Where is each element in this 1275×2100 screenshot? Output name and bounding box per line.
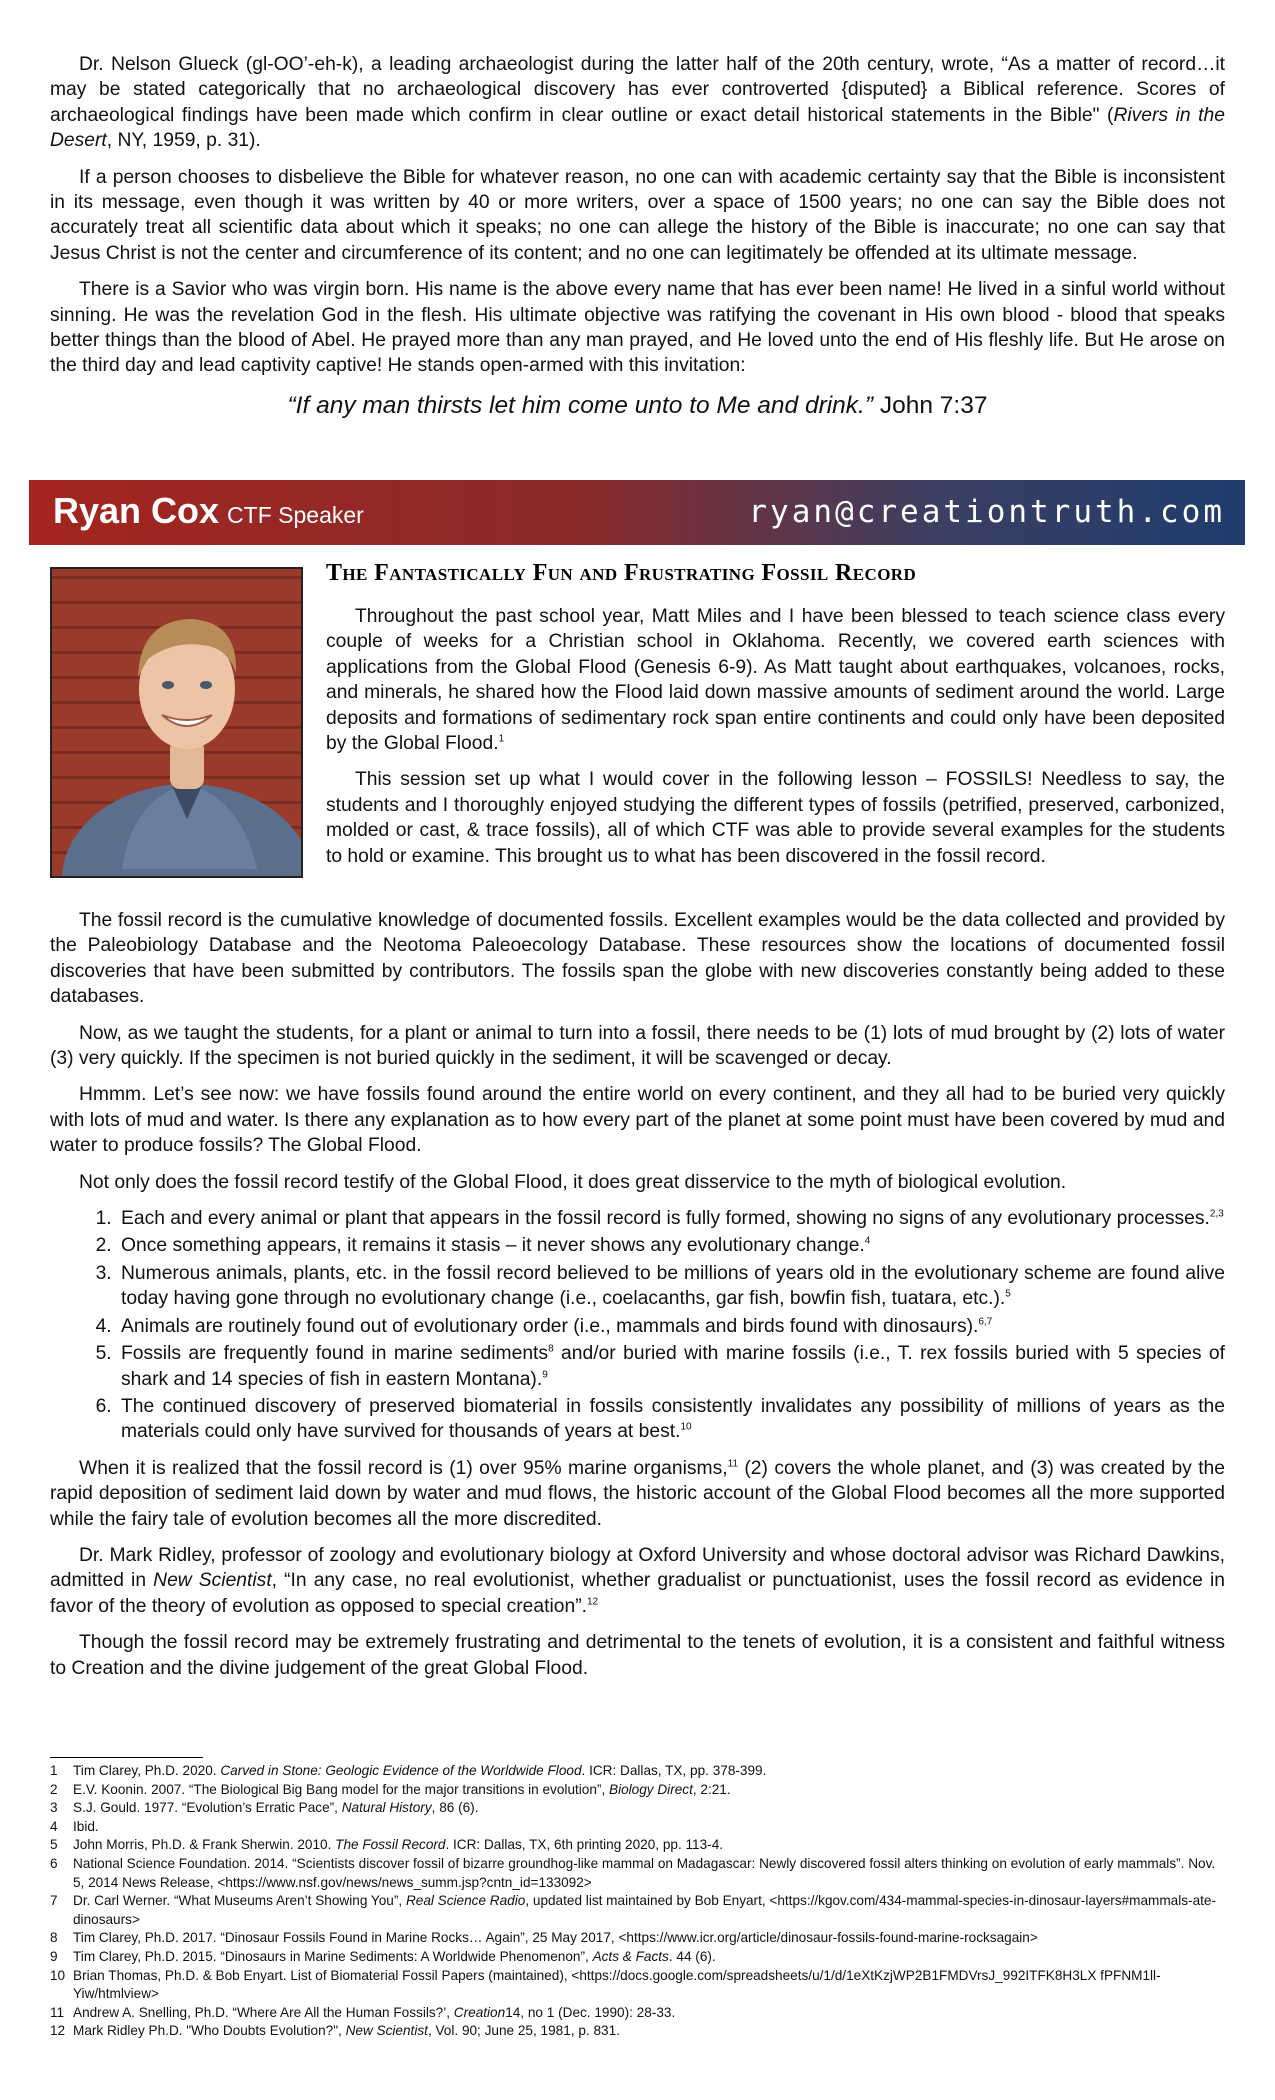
intro-p1-citation: , NY, 1959, p. 31).: [106, 130, 261, 152]
article-paragraph-4: Now, as we taught the students, for a plant or animal to turn into a fossil, there needs to be (1) lots of mud brought by (2) lots of water (3) very quickly. If the specimen is not buried quickly in the sediment, it will be scavenged or decay.: [50, 1022, 1225, 1070]
footnote-number: 3: [50, 1800, 58, 1816]
intro-p1-book-title: Rivers in the Desert: [50, 104, 1225, 152]
article-p8-text: Dr. Mark Ridley, professor of zoology and evolutionary biology at Oxford University and whose doctoral advisor was Richard Dawkins, admitted in: [50, 1544, 1225, 1592]
footnote-number: 4: [50, 1818, 58, 1834]
footnote-ref[interactable]: 12: [587, 1596, 599, 1608]
footnote-ref[interactable]: 11: [727, 1458, 739, 1470]
footnote-text: Brian Thomas, Ph.D. & Bob Enyart. List of Biomaterial Fossil Papers (maintained), <https://docs.google.com/spreadsheets/u/1/d/1eXtKzjWP2B1FMDVrsJ_992ITFK8H3LX fPFNM1ll-Yiw/htmlview>: [73, 1967, 1161, 2002]
footnote-text: National Science Foundation. 2014. “Scientists discover fossil of bizarre groundhog-like mammal on Madagascar: Newly discovered fossil alters thinking on evolution of early mammals”. Nov. 5, 2014 News Release, <https://www.nsf.gov/news/news_summ.jsp?cntn_id=133092>: [73, 1855, 1216, 1890]
footnote-ref[interactable]: 6,7: [978, 1316, 993, 1328]
footnote-number: 9: [50, 1948, 58, 1964]
footnote-number: 1: [50, 1763, 58, 1778]
list-item: [117, 1233, 1225, 1258]
article-paragraph-6: Not only does the fossil record testify of the Global Flood, it does great disservice to the myth of biological evolution.: [79, 1171, 1067, 1193]
speaker-name-block: [53, 490, 364, 532]
footnote-number: 10: [50, 1967, 66, 1983]
article-p1-text: Throughout the past school year, Matt Miles and I have been blessed to teach science class every couple of weeks for a Christian school in Oklahoma. Recently, we covered earth sciences with applications from the Global Flood (Genesis 6-9). As Matt taught about earthquakes, volcanoes, rocks, and minerals, he shared how the Flood laid down massive amounts of sediment around the world. Large deposits and formations of sedimentary rock span entire continents and could only have been deposited by the Global Flood.: [326, 606, 1225, 755]
article-paragraph-7: [50, 1456, 1225, 1532]
footnote-text: Tim Clarey, Ph.D. 2017. “Dinosaur Fossils Found in Marine Rocks… Again”, 25 May 2017, <https://www.icr.org/article/dinosaur-fossils-found-marine-rocksagain>: [73, 1930, 1038, 1946]
publication-name: New Scientist: [153, 1570, 272, 1592]
footnote: [50, 1855, 1225, 1892]
article-paragraph-3: The fossil record is the cumulative knowledge of documented fossils. Excellent examples would be the data collected and provided by the Paleobiology Database and the Neotoma Paleoecology Database. These resources show the locations of documented fossil discoveries that have been submitted by contributors. The fossils span the globe with new discoveries constantly being added to these databases.: [50, 910, 1225, 1008]
footnote-ref[interactable]: 10: [680, 1421, 692, 1433]
footnote: [50, 1799, 1225, 1818]
speaker-name: Ryan Cox: [53, 490, 220, 531]
intro-paragraph-bible: If a person chooses to disbelieve the Bible for whatever reason, no one can with academic certainty say that the Bible is inconsistent in its message, even though it was written by 40 or more writers, over a space of 1500 years; no one can say the Bible does not accurately treat all scientific data about which it speaks; no one can allege the history of the Bible is inaccurate; no one can say that Jesus Christ is not the center and circumference of its content; and no one can legitimately be offended at its ultimate message.: [50, 166, 1225, 264]
speaker-role: CTF Speaker: [227, 502, 364, 528]
footnote: [50, 1762, 1225, 1781]
footnote-text: Tim Clarey, Ph.D. 2020. Carved in Stone: Geologic Evidence of the Worldwide Flood. ICR: Dallas, TX, pp. 378-399.: [73, 1763, 767, 1778]
article-intro-column: [326, 604, 1225, 880]
quote-reference: John 7:37: [879, 391, 988, 419]
speaker-banner: [29, 480, 1245, 545]
list-item: [117, 1206, 1225, 1231]
article-body: [50, 908, 1225, 1692]
speaker-photo: [50, 567, 303, 878]
quote-text: “If any man thirsts let him come unto to Me and drink.”: [287, 391, 874, 419]
footnote: [50, 1781, 1225, 1800]
scripture-quote: [50, 390, 1225, 422]
footnote-number: 5: [50, 1837, 58, 1853]
footnote-ref[interactable]: 9: [542, 1369, 548, 1381]
footnote-text: E.V. Koonin. 2007. “The Biological Big Bang model for the major transitions in evolution”, Biology Direct, 2:21.: [73, 1781, 731, 1797]
list-item: [117, 1314, 1225, 1339]
footnote-number: 12: [50, 2023, 66, 2039]
footnote-number: 8: [50, 1930, 58, 1946]
footnotes: [50, 1762, 1225, 2041]
footnote-ref[interactable]: 1: [498, 733, 505, 745]
article-paragraph-5: Hmmm. Let’s see now: we have fossils found around the entire world on every continent, and they all had to be buried very quickly with lots of mud and water. Is there any explanation as to how every part of the planet at some point must have been covered by mud and water to produce fossils? The Global Flood.: [50, 1084, 1225, 1157]
footnote: [50, 1948, 1225, 1967]
footnote-number: 2: [50, 1781, 58, 1797]
list-item-text: and/or buried with marine fossils (i.e., T. rex fossils buried with 5 species of shark and 14 species of fish in eastern Montana).: [121, 1343, 1225, 1390]
intro-p1-text: Dr. Nelson Glueck (gl-OO’-eh-k), a leading archaeologist during the latter half of the 20th century, wrote, “As a matter of record…it may be stated categorically that no archaeological discovery has ever controverted {disputed} a Biblical reference. Scores of archaeological findings have been made which confirm in clear outline or exact detail historical statements in the Bible" (: [50, 54, 1225, 126]
list-item-text: The continued discovery of preserved biomaterial in fossils consistently invalidates any possibility of millions of years as the materials could only have survived for thousands of years at best.: [121, 1395, 1225, 1443]
article-paragraph-8: [50, 1543, 1225, 1619]
speaker-email-link[interactable]: ryan@creationtruth.com: [748, 494, 1225, 530]
footnote-number: 6: [50, 1855, 58, 1871]
article-title: The Fantastically Fun and Frustrating Fossil Record: [326, 560, 917, 586]
footnote-text: S.J. Gould. 1977. “Evolution’s Erratic Pace”, Natural History, 86 (6).: [73, 1800, 479, 1816]
footnote: [50, 2004, 1225, 2023]
list-item-text: Once something appears, it remains it stasis – it never shows any evolutionary change.: [121, 1235, 865, 1257]
list-item: [117, 1341, 1225, 1392]
list-item-text: Fossils are frequently found in marine sediments: [121, 1343, 549, 1365]
intro-section: [50, 52, 1225, 422]
footnote-number: 7: [50, 1893, 58, 1909]
footnote-text: Tim Clarey, Ph.D. 2015. “Dinosaurs in Marine Sediments: A Worldwide Phenomenon”, Acts & Facts. 44 (6).: [73, 1948, 716, 1964]
footnote-ref[interactable]: 2,3: [1209, 1208, 1224, 1220]
footnote: [50, 1967, 1225, 2004]
list-item-text: Each and every animal or plant that appears in the fossil record is fully formed, showing no signs of any evolutionary processes.: [121, 1208, 1210, 1230]
footnote-number: 11: [50, 2004, 65, 2020]
footnote: [50, 1818, 1225, 1837]
footnote: [50, 2022, 1225, 2041]
footnote-text: Mark Ridley Ph.D. "Who Doubts Evolution?", New Scientist, Vol. 90; June 25, 1981, p. 831.: [73, 2023, 620, 2039]
footnote-text: John Morris, Ph.D. & Frank Sherwin. 2010. The Fossil Record. ICR: Dallas, TX, 6th printing 2020, pp. 113-4.: [73, 1837, 724, 1853]
list-item-text: Animals are routinely found out of evolutionary order (i.e., mammals and birds found with dinosaurs).: [121, 1315, 979, 1337]
article-p7-text: When it is realized that the fossil record is (1) over 95% marine organisms,: [79, 1457, 728, 1479]
intro-paragraph-glueck: [50, 52, 1225, 154]
article-p7-text-cont: (2) covers the whole planet, and (3) was created by the rapid deposition of sediment laid down by water and mud flows, the historic account of the Global Flood becomes all the more supported while the fairy tale of evolution becomes all the more discredited.: [50, 1457, 1225, 1530]
list-item-text: Numerous animals, plants, etc. in the fossil record believed to be millions of years old in the evolutionary scheme are found alive today having gone through no evolutionary change (i.e., coelacanths, gar fish, bowfin fish, tuatara, etc.).: [121, 1262, 1225, 1310]
footnote: [50, 1892, 1225, 1929]
evidence-list: [50, 1206, 1225, 1445]
article-paragraph-1: [326, 604, 1225, 756]
footnote-ref[interactable]: 8: [548, 1343, 554, 1355]
footnote-text: Andrew A. Snelling, Ph.D. “Where Are All the Human Fossils?’, Creation14, no 1 (Dec. 1990): 28-33.: [73, 2004, 676, 2020]
footnote-text: Dr. Carl Werner. “What Museums Aren’t Showing You”, Real Science Radio, updated list maintained by Bob Enyart, <https://kgov.com/434-mammal-species-in-dinosaur-layers#mammals-ate-dinosaurs>: [73, 1893, 1217, 1927]
article-paragraph-2: This session set up what I would cover in the following lesson – FOSSILS! Needless to say, the students and I thoroughly enjoyed studying the different types of fossils (petrified, preserved, carbonized, molded or cast, & trace fossils), all of which CTF was able to provide several examples for the students to hold or examine. This brought us to what has been discovered in the fossil record.: [326, 769, 1225, 867]
footnote-divider: [50, 1757, 203, 1758]
list-item: [117, 1261, 1225, 1312]
footnote-text: Ibid.: [73, 1818, 99, 1834]
list-item: [117, 1394, 1225, 1445]
article-p8-quote: , “In any case, no real evolutionist, whether gradualist or punctuationist, uses the fossil record as evidence in favor of the theory of evolution as opposed to special creation”.: [50, 1570, 1225, 1617]
footnote: [50, 1836, 1225, 1855]
intro-paragraph-savior: There is a Savior who was virgin born. His name is the above every name that has ever been name! He lived in a sinful world without sinning. He was the revelation God in the flesh. His ultimate objective was ratifying the covenant in His own blood - blood that speaks better things than the blood of Abel. He prayed more than any man prayed, and He loved unto the end of His fleshly life. But He arose on the third day and lead captivity captive! He stands open-armed with this invitation:: [50, 279, 1225, 377]
article-paragraph-9: Though the fossil record may be extremely frustrating and detrimental to the tenets of evolution, it is a consistent and faithful witness to Creation and the divine judgement of the great Global Flood.: [50, 1632, 1225, 1679]
footnote-ref[interactable]: 4: [864, 1236, 871, 1248]
footnote: [50, 1929, 1225, 1948]
footnote-ref[interactable]: 5: [1005, 1288, 1011, 1300]
